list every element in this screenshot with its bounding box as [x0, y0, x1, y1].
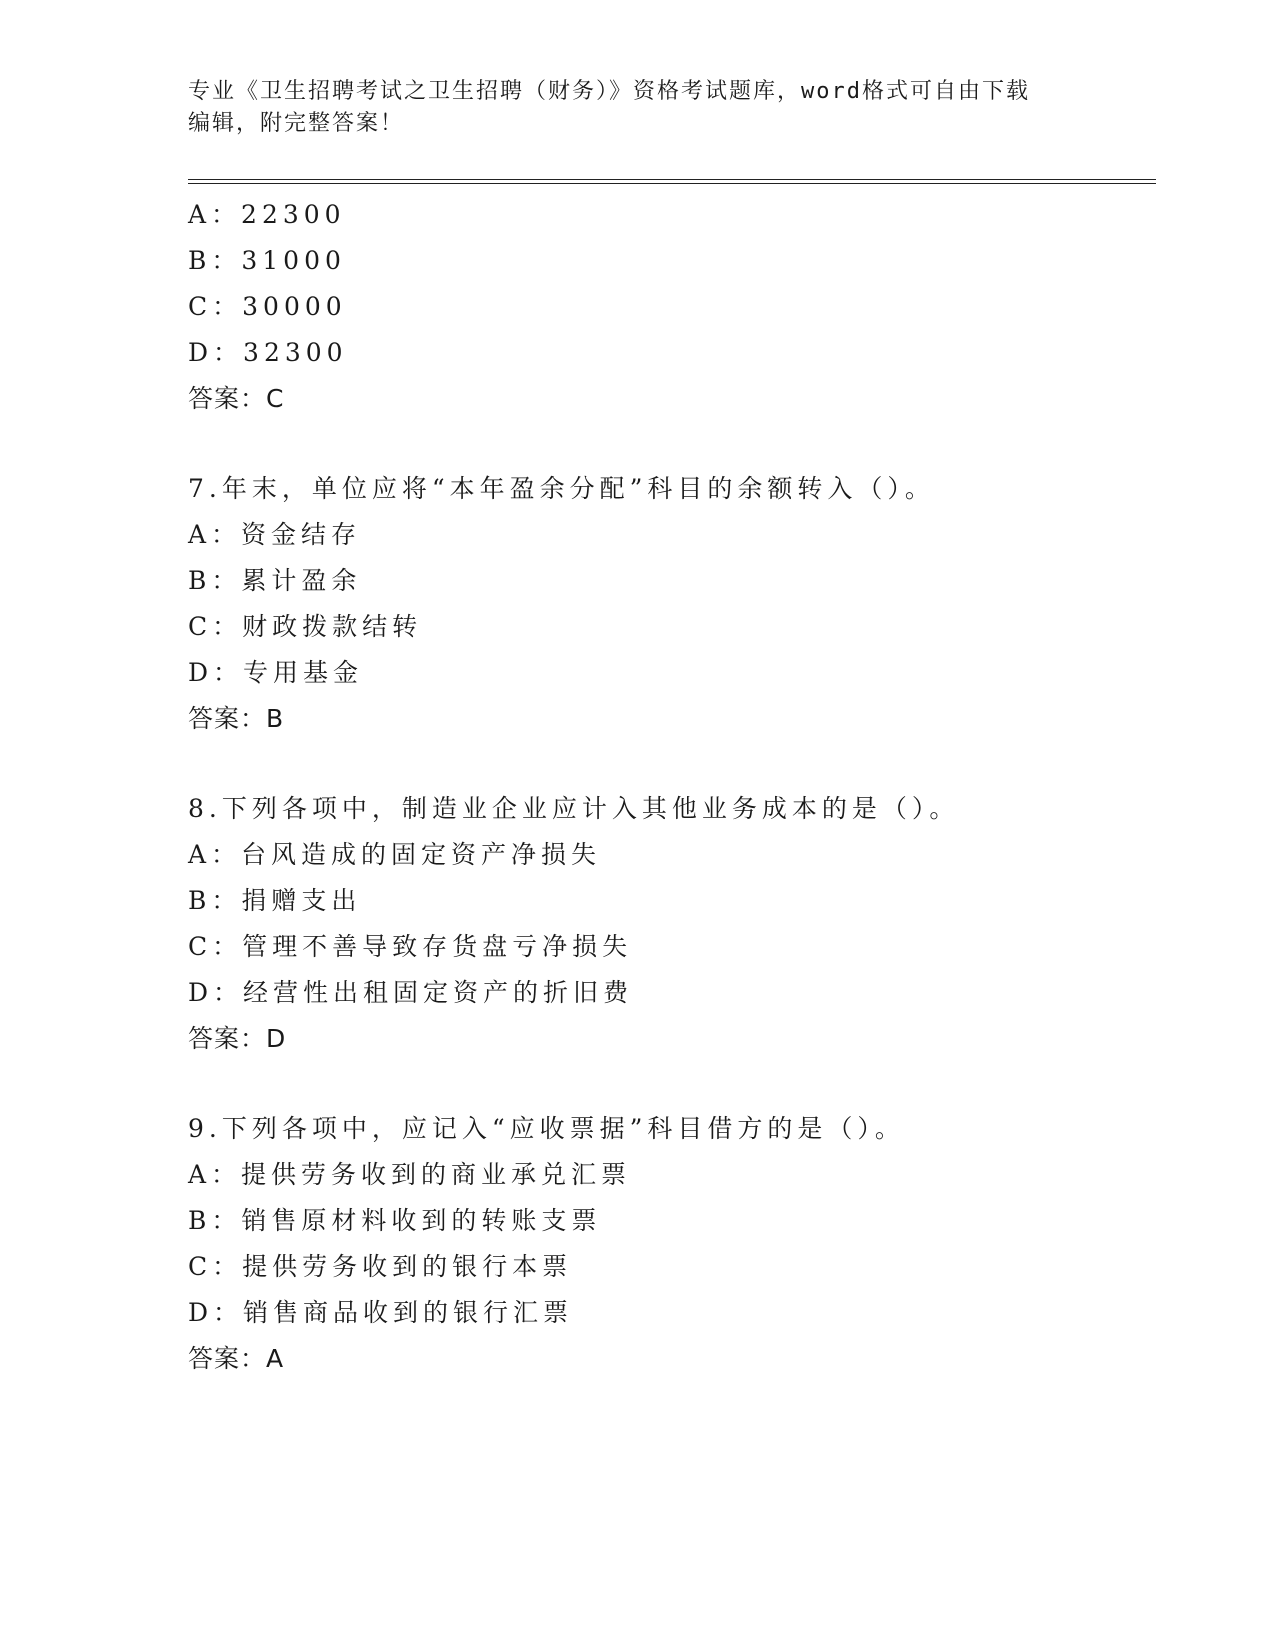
option-d: D：专用基金	[188, 658, 364, 687]
option-c: C：管理不善导致存货盘亏净损失	[188, 932, 633, 961]
header-line-2: 编辑，附完整答案！	[188, 111, 405, 136]
option-b: B：销售原材料收到的转账支票	[188, 1206, 602, 1235]
option-d: D：32300	[188, 338, 348, 367]
option-b: B：捐赠支出	[188, 886, 362, 915]
question-8	[188, 786, 1148, 1062]
header-divider-bottom	[188, 183, 1156, 184]
question-text: 7.年末，单位应将“本年盈余分配”科目的余额转入（）。	[188, 474, 935, 503]
answer-label: 答案：C	[188, 384, 285, 413]
spacer	[188, 422, 1148, 466]
answer-label: 答案：D	[188, 1024, 287, 1053]
header-line-1: 专业《卫生招聘考试之卫生招聘（财务）》资格考试题库，word格式可自由下载	[188, 79, 1030, 104]
option-d: D：销售商品收到的银行汇票	[188, 1298, 574, 1327]
option-b: B：31000	[188, 246, 346, 275]
question-list	[188, 192, 1148, 1382]
header-divider-top	[188, 179, 1156, 180]
option-a: A：22300	[188, 200, 346, 229]
option-a: A：资金结存	[188, 520, 362, 549]
question-text: 8.下列各项中，制造业企业应计入其他业务成本的是（）。	[188, 794, 960, 823]
document-header	[188, 76, 1088, 140]
spacer	[188, 1062, 1148, 1106]
option-c: C：提供劳务收到的银行本票	[188, 1252, 573, 1281]
spacer	[188, 742, 1148, 786]
option-b: B：累计盈余	[188, 566, 362, 595]
option-d: D：经营性出租固定资产的折旧费	[188, 978, 634, 1007]
option-a: A：提供劳务收到的商业承兑汇票	[188, 1160, 632, 1189]
answer-label: 答案：B	[188, 704, 285, 733]
option-a: A：台风造成的固定资产净损失	[188, 840, 602, 869]
question-text: 9.下列各项中，应记入“应收票据”科目借方的是（）。	[188, 1114, 905, 1143]
option-c: C：30000	[188, 292, 347, 321]
option-c: C：财政拨款结转	[188, 612, 423, 641]
question-7	[188, 466, 1148, 742]
question-6-partial	[188, 192, 1148, 422]
answer-label: 答案：A	[188, 1344, 285, 1373]
question-9	[188, 1106, 1148, 1382]
